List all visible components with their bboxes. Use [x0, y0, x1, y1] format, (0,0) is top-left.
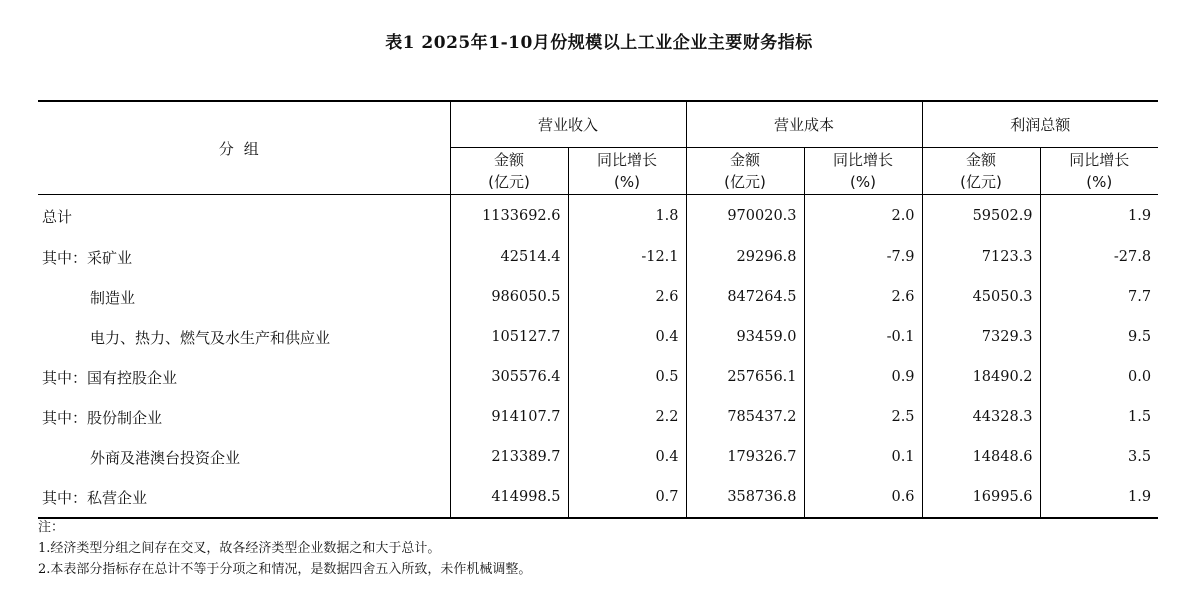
note-item: 2.本表部分指标存在总计不等于分项之和情况，是数据四舍五入所致，未作机械调整。 [38, 562, 532, 577]
group-column-header: 分组 [38, 101, 450, 195]
subheader-amount: 金额 (亿元) [450, 148, 568, 195]
revenue-amount-cell: 213389.7 [450, 437, 568, 477]
row-label: 外商及港澳台投资企业 [90, 448, 241, 467]
cost-growth-cell: -0.1 [804, 317, 922, 357]
table-row [38, 237, 1158, 277]
cost-amount-cell: 93459.0 [686, 317, 804, 357]
profit-amount-cell: 44328.3 [922, 397, 1040, 437]
note-item: 1.经济类型分组之间存在交叉，故各经济类型企业数据之和大于总计。 [38, 541, 441, 556]
row-label: 其中：国有控股企业 [42, 368, 178, 387]
subheader-amount: 金额 (亿元) [922, 148, 1040, 195]
cost-amount-cell: 179326.7 [686, 437, 804, 477]
cost-growth-cell: 0.9 [804, 357, 922, 397]
cost-amount-cell: 257656.1 [686, 357, 804, 397]
profit-amount-cell: 16995.6 [922, 477, 1040, 518]
revenue-amount-cell: 105127.7 [450, 317, 568, 357]
cost-amount-cell: 970020.3 [686, 195, 804, 238]
header-revenue: 营业收入 [450, 101, 686, 148]
table-notes [38, 517, 531, 580]
subheader-growth: 同比增长 (%) [804, 148, 922, 195]
profit-growth-cell: 9.5 [1040, 317, 1158, 357]
cost-growth-cell: 2.0 [804, 195, 922, 238]
revenue-growth-cell: -12.1 [568, 237, 686, 277]
revenue-growth-cell: 0.4 [568, 437, 686, 477]
table-row [38, 397, 1158, 437]
table-row [38, 195, 1158, 238]
revenue-growth-cell: 0.4 [568, 317, 686, 357]
profit-amount-cell: 7123.3 [922, 237, 1040, 277]
cost-growth-cell: -7.9 [804, 237, 922, 277]
cost-amount-cell: 29296.8 [686, 237, 804, 277]
revenue-growth-cell: 0.5 [568, 357, 686, 397]
profit-amount-cell: 14848.6 [922, 437, 1040, 477]
revenue-amount-cell: 305576.4 [450, 357, 568, 397]
profit-growth-cell: -27.8 [1040, 237, 1158, 277]
subheader-growth: 同比增长 (%) [1040, 148, 1158, 195]
profit-growth-cell: 1.5 [1040, 397, 1158, 437]
table-row [38, 437, 1158, 477]
row-label: 其中：采矿业 [42, 248, 133, 267]
profit-growth-cell: 1.9 [1040, 195, 1158, 238]
subheader-growth: 同比增长 (%) [568, 148, 686, 195]
profit-growth-cell: 0.0 [1040, 357, 1158, 397]
revenue-amount-cell: 914107.7 [450, 397, 568, 437]
cost-growth-cell: 2.6 [804, 277, 922, 317]
cost-growth-cell: 0.1 [804, 437, 922, 477]
row-label: 总计 [42, 207, 73, 226]
profit-amount-cell: 7329.3 [922, 317, 1040, 357]
revenue-amount-cell: 414998.5 [450, 477, 568, 518]
row-label: 其中：私营企业 [38, 477, 450, 518]
revenue-growth-cell: 1.8 [568, 195, 686, 238]
cost-growth-cell: 0.6 [804, 477, 922, 518]
table-title: 表1 2025年1-10月份规模以上工业企业主要财务指标 [385, 33, 813, 53]
subheader-amount: 金额 (亿元) [686, 148, 804, 195]
cost-amount-cell: 785437.2 [686, 397, 804, 437]
revenue-growth-cell: 0.7 [568, 477, 686, 518]
table-row [38, 357, 1158, 397]
row-label: 电力、热力、燃气及水生产和供应业 [90, 328, 331, 347]
profit-growth-cell: 1.9 [1040, 477, 1158, 518]
table-row [38, 477, 1158, 518]
cost-amount-cell: 358736.8 [686, 477, 804, 518]
profit-amount-cell: 45050.3 [922, 277, 1040, 317]
profit-amount-cell: 18490.2 [922, 357, 1040, 397]
revenue-amount-cell: 986050.5 [450, 277, 568, 317]
header-profit: 利润总额 [922, 101, 1158, 148]
revenue-growth-cell: 2.2 [568, 397, 686, 437]
profit-growth-cell: 3.5 [1040, 437, 1158, 477]
financial-indicators-table [38, 100, 1158, 519]
table-row [38, 317, 1158, 357]
row-label: 其中：股份制企业 [42, 408, 163, 427]
cost-amount-cell: 847264.5 [686, 277, 804, 317]
notes-heading: 注： [38, 520, 65, 535]
header-cost: 营业成本 [686, 101, 922, 148]
profit-growth-cell: 7.7 [1040, 277, 1158, 317]
revenue-amount-cell: 1133692.6 [450, 195, 568, 238]
cost-growth-cell: 2.5 [804, 397, 922, 437]
revenue-growth-cell: 2.6 [568, 277, 686, 317]
row-label: 制造业 [90, 288, 136, 307]
table-row [38, 277, 1158, 317]
revenue-amount-cell: 42514.4 [450, 237, 568, 277]
profit-amount-cell: 59502.9 [922, 195, 1040, 238]
